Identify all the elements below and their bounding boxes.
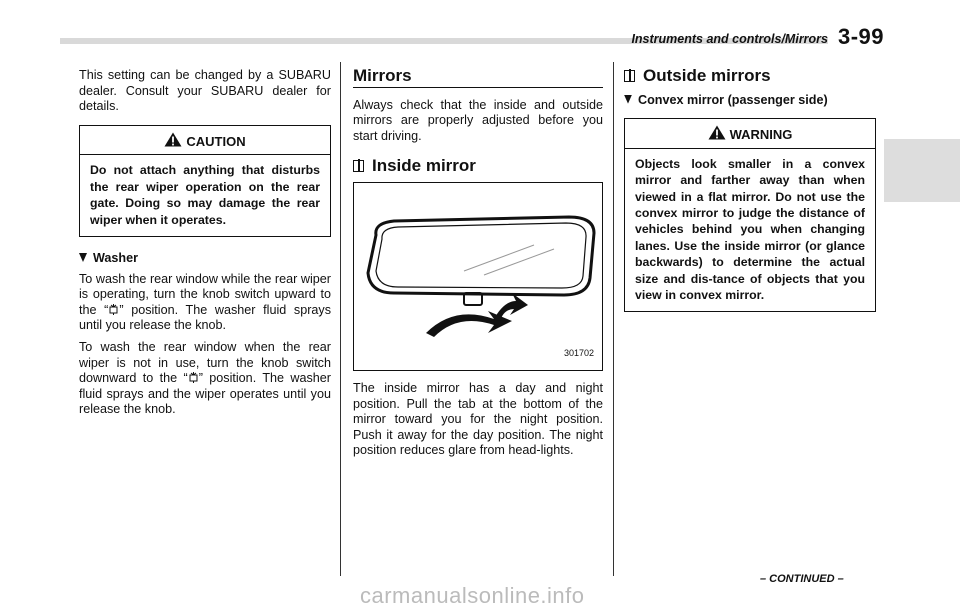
mirrors-intro: Always check that the inside and outside mirrors are properly adjusted before you start driving.: [353, 97, 603, 143]
washer-heading: Washer: [79, 251, 331, 267]
column-2: [353, 68, 603, 465]
section-title: Instruments and controls/Mirrors: [631, 32, 828, 46]
section-marker-icon: [353, 160, 364, 172]
caution-body: Do not attach anything that disturbs the rear wiper operation on the rear gate. Doing so may damage the rear wiper when it operates.: [90, 163, 320, 227]
caution-header: [80, 126, 330, 156]
chapter-tab: [884, 139, 960, 202]
inside-mirror-body: The inside mirror has a day and night position. Pull the tab at the bottom of the mirror toward you for the night position. Push it away for the day position. The night position reduces glare from head-lights.: [353, 380, 603, 458]
inside-mirror-heading: Inside mirror: [353, 158, 603, 174]
caution-title: CAUTION: [186, 133, 246, 149]
inside-mirror-illustration: [354, 183, 602, 368]
mirrors-heading: Mirrors: [353, 66, 412, 85]
heading-rule: [353, 87, 603, 88]
warning-body: Objects look smaller in a convex mirror and farther away than when viewed in a flat mirror. Do not use the convex mirror to judge the distance of vehicles behind you when changing lanes. Use the inside mirror (or glance backwards) to determine the actual size and dis-tance of objects that you view in convex mirror.: [635, 156, 865, 303]
inside-mirror-figure: [353, 182, 603, 371]
washer-paragraph-1: To wash the rear window while the rear wiper is operating, turn the knob switch upward to the “ ” position. The washer fluid sprays until you release the knob.: [79, 271, 331, 333]
intro-paragraph: This setting can be changed by a SUBARU dealer. Consult your SUBARU dealer for details.: [79, 68, 331, 114]
heading-marker-icon: [79, 253, 87, 262]
warning-header: [625, 119, 875, 149]
warning-triangle-icon: [708, 125, 726, 140]
continued-label: – CONTINUED –: [760, 573, 844, 585]
column-divider: [613, 62, 614, 576]
caution-box: [79, 125, 331, 237]
column-divider: [340, 62, 341, 576]
convex-mirror-heading: Convex mirror (passenger side): [624, 93, 876, 109]
column-3: [624, 68, 876, 312]
warning-title: WARNING: [729, 127, 793, 143]
warning-triangle-icon: [164, 132, 182, 147]
page-number: 3-99: [838, 24, 885, 49]
column-1: [79, 68, 331, 424]
figure-code: 301702: [563, 348, 594, 359]
warning-box: [624, 118, 876, 312]
washer-paragraph-2: To wash the rear window when the rear wiper is not in use, turn the knob switch downward to the “ ” position. The washer fluid sprays and the wiper operates until you release the knob.: [79, 339, 331, 417]
watermark: carmanualsonline.info: [360, 583, 585, 608]
section-marker-icon: [624, 70, 635, 82]
heading-marker-icon: [624, 95, 632, 104]
outside-mirrors-heading: Outside mirrors: [624, 68, 876, 84]
washer-icon: [108, 304, 119, 315]
washer-icon: [188, 372, 199, 383]
